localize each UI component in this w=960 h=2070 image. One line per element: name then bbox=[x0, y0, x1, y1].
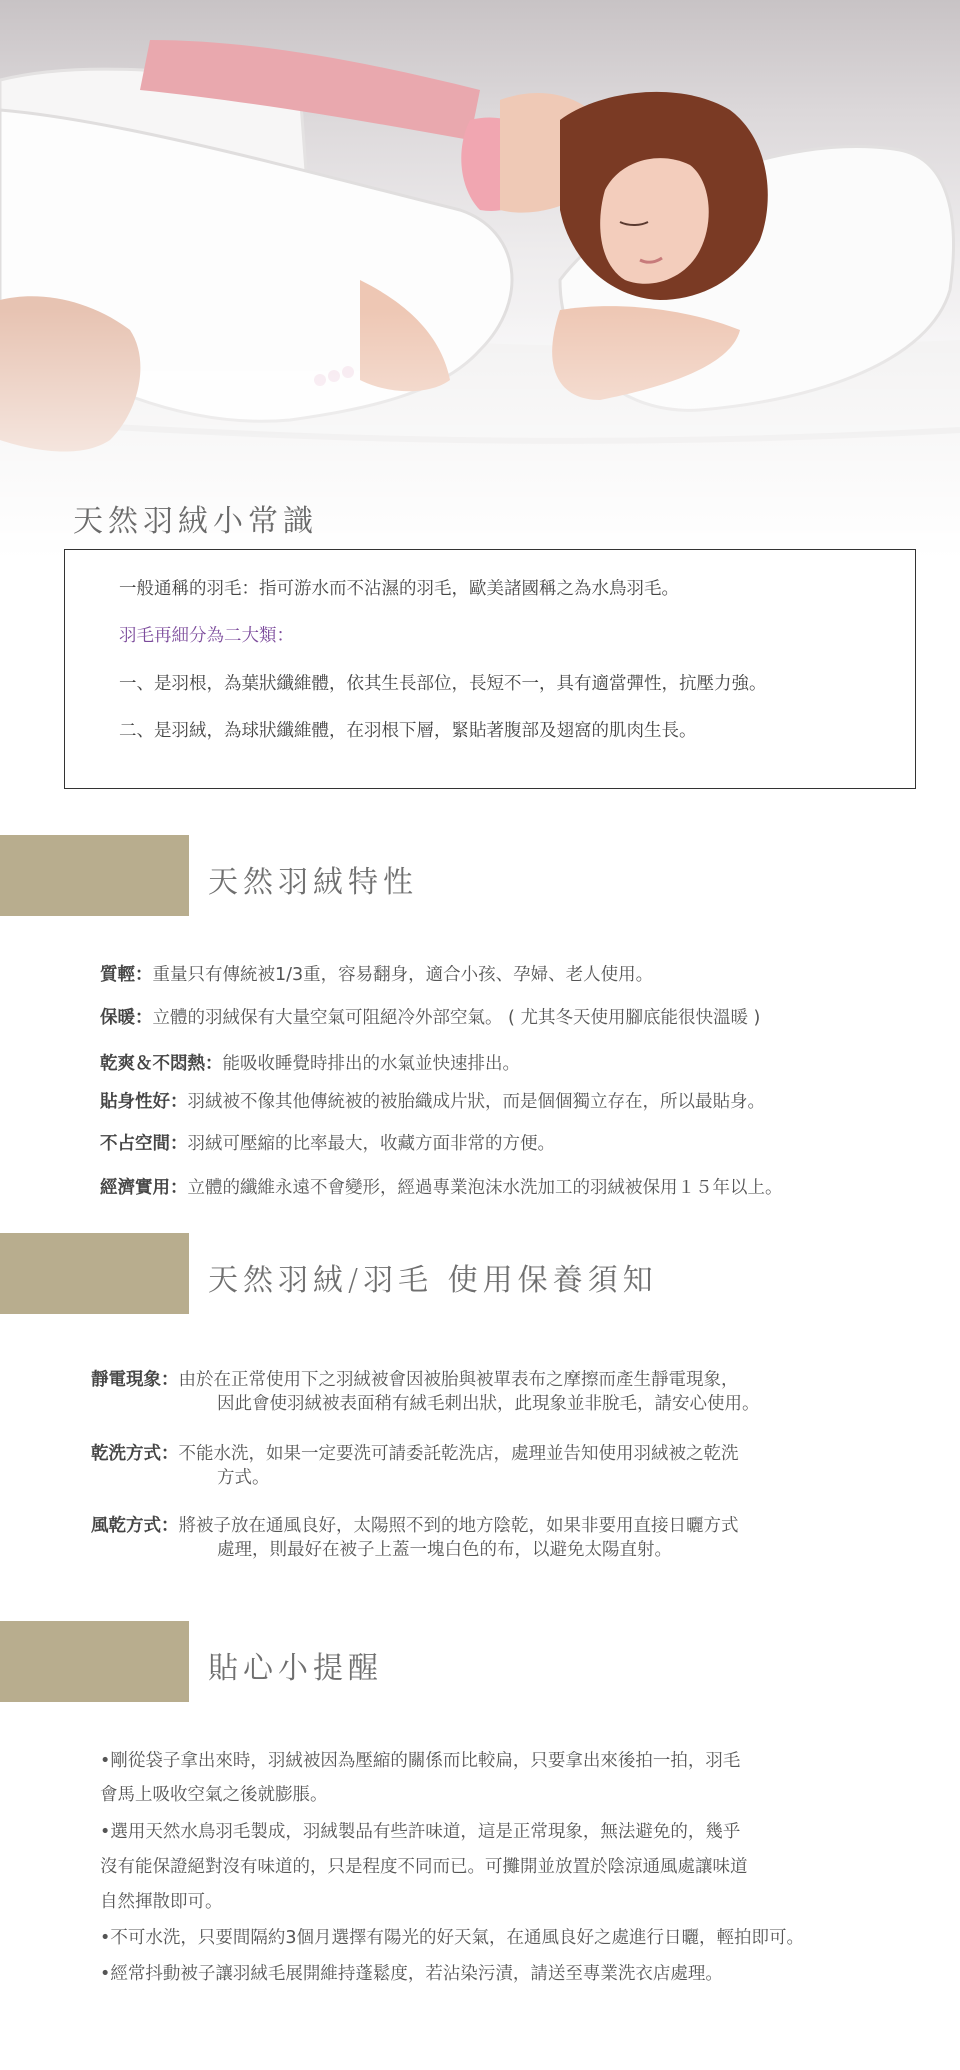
feature-text: 重量只有傳統被1/3重，容易翻身，適合小孩、孕婦、老人使用。 bbox=[152, 965, 654, 985]
feature-key: 貼身性好： bbox=[100, 1092, 188, 1112]
feature-item bbox=[100, 1174, 783, 1199]
tip-line: •經常抖動被子讓羽絨毛展開維持蓬鬆度，若沾染污漬，請送至專業洗衣店處理。 bbox=[100, 1964, 723, 1984]
basics-line-2: 羽毛再細分為二大類： bbox=[119, 626, 294, 646]
tip-line: •不可水洗，只要間隔約3個月選擇有陽光的好天氣，在通風良好之處進行日曬，輕拍即可。 bbox=[100, 1928, 804, 1948]
feature-key: 乾爽＆不悶熱： bbox=[100, 1054, 223, 1074]
feature-item bbox=[100, 1004, 760, 1029]
basics-line-4: 二、是羽絨，為球狀纖維體，在羽根下層，緊貼著腹部及翅窩的肌肉生長。 bbox=[119, 721, 697, 741]
care-continuation: 方式。 bbox=[217, 1468, 270, 1488]
feature-key: 經濟實用： bbox=[100, 1178, 188, 1198]
feature-item bbox=[100, 1130, 555, 1155]
basics-info-box bbox=[64, 549, 916, 789]
tip-line: •剛從袋子拿出來時，羽絨被因為壓縮的關係而比較扁，只要拿出來後拍一拍，羽毛 bbox=[100, 1751, 741, 1771]
care-key: 乾洗方式： bbox=[91, 1444, 179, 1464]
care-item bbox=[91, 1512, 739, 1537]
tip-line: 自然揮散即可。 bbox=[100, 1892, 223, 1912]
care-text: 將被子放在通風良好，太陽照不到的地方陰乾，如果非要用直接日曬方式 bbox=[178, 1516, 739, 1536]
feature-key: 不占空間： bbox=[100, 1134, 188, 1154]
care-item bbox=[91, 1440, 739, 1465]
tip-line: 沒有能保證絕對沒有味道的，只是程度不同而已。可攤開並放置於陰涼通風處讓味道 bbox=[100, 1857, 748, 1877]
care-continuation: 因此會使羽絨被表面稍有絨毛刺出狀，此現象並非脫毛，請安心使用。 bbox=[217, 1394, 760, 1414]
care-continuation: 處理，則最好在被子上蓋一塊白色的布，以避免太陽直射。 bbox=[217, 1540, 672, 1560]
feature-item bbox=[100, 961, 653, 986]
care-band bbox=[0, 1233, 189, 1314]
tips-band bbox=[0, 1621, 189, 1702]
feature-item bbox=[100, 1088, 765, 1113]
features-title: 天然羽絨特性 bbox=[208, 865, 418, 900]
basics-line-3: 一、是羽根，為葉狀纖維體，依其生長部位，長短不一，具有適當彈性，抗壓力強。 bbox=[119, 674, 767, 694]
tip-line: 會馬上吸收空氣之後就膨脹。 bbox=[100, 1785, 328, 1805]
feature-key: 保暖： bbox=[100, 1008, 153, 1028]
care-text: 由於在正常使用下之羽絨被會因被胎與被單表布之摩擦而產生靜電現象， bbox=[178, 1370, 739, 1390]
feature-text: 立體的羽絨保有大量空氣可阻絕冷外部空氣。 ( 尤其冬天使用腳底能很快溫暖 ) bbox=[152, 1008, 761, 1028]
care-key: 靜電現象： bbox=[91, 1370, 179, 1390]
feature-text: 立體的纖維永遠不會變形，經過專業泡沫水洗加工的羽絨被保用１５年以上。 bbox=[187, 1178, 783, 1198]
care-text: 不能水洗，如果一定要洗可請委託乾洗店，處理並告知使用羽絨被之乾洗 bbox=[178, 1444, 739, 1464]
features-band bbox=[0, 835, 189, 916]
basics-title: 天然羽絨小常識 bbox=[73, 504, 318, 539]
basics-line-1: 一般通稱的羽毛：指可游水而不沾濕的羽毛，歐美諸國稱之為水鳥羽毛。 bbox=[119, 579, 679, 599]
tips-title: 貼心小提醒 bbox=[208, 1651, 383, 1686]
feature-key: 質輕： bbox=[100, 965, 153, 985]
care-title: 天然羽絨/羽毛 使用保養須知 bbox=[208, 1263, 658, 1298]
feature-text: 羽絨被不像其他傳統被的被胎織成片狀，而是個個獨立存在，所以最貼身。 bbox=[187, 1092, 765, 1112]
feature-item bbox=[100, 1050, 520, 1075]
tip-line: •選用天然水鳥羽毛製成，羽絨製品有些許味道，這是正常現象，無法避免的，幾乎 bbox=[100, 1822, 741, 1842]
feature-text: 羽絨可壓縮的比率最大，收藏方面非常的方便。 bbox=[187, 1134, 555, 1154]
care-key: 風乾方式： bbox=[91, 1516, 179, 1536]
hero-photo bbox=[0, 0, 960, 560]
hero-illustration bbox=[0, 0, 960, 560]
feature-text: 能吸收睡覺時排出的水氣並快速排出。 bbox=[222, 1054, 520, 1074]
care-item bbox=[91, 1366, 739, 1391]
